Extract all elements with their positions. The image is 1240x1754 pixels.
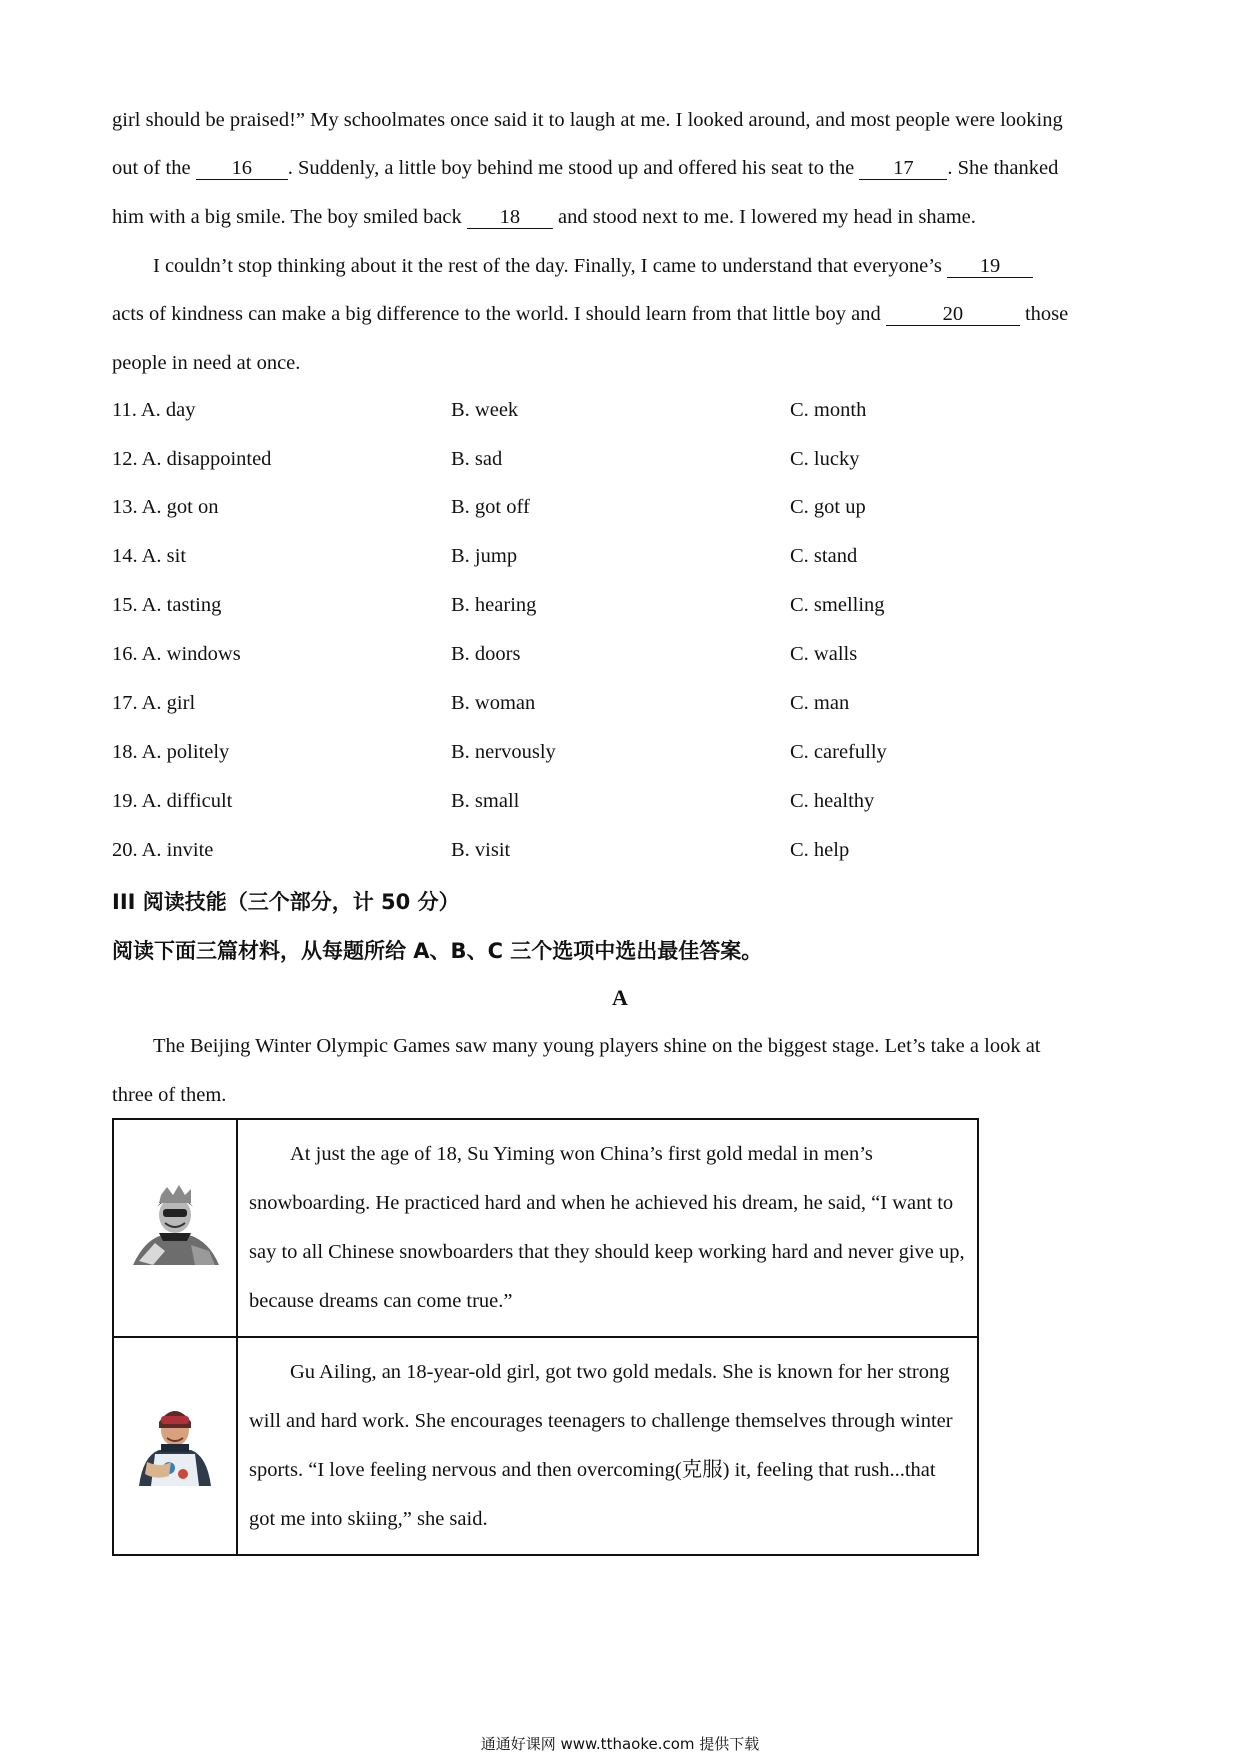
option-c: C. smelling (790, 594, 885, 616)
option-c: C. healthy (790, 790, 875, 812)
option-a: 17. A. girl (112, 692, 196, 714)
option-a: 13. A. got on (112, 496, 219, 518)
text-segment: acts of kindness can make a big difference to the world. I should learn from that little boy and (112, 303, 886, 325)
blank-20: 20 (886, 303, 1020, 326)
option-a: 20. A. invite (112, 839, 214, 861)
option-c: C. lucky (790, 448, 860, 470)
option-b: B. jump (451, 545, 518, 567)
part-label: A (612, 985, 628, 1010)
option-row-12 (112, 448, 1132, 474)
text-segment: . Suddenly, a little boy behind me stood up and offered his seat to the (287, 157, 860, 179)
athlete-row (113, 1119, 978, 1337)
option-a: 11. A. day (112, 399, 196, 421)
option-b: B. got off (451, 496, 530, 518)
option-c: C. got up (790, 496, 866, 518)
reading-intro-line-2: three of them. (112, 1084, 227, 1106)
athlete-description (237, 1337, 978, 1555)
option-c: C. month (790, 399, 867, 421)
option-b: B. doors (451, 643, 521, 665)
page-footer: 通通好课网 www.tthaoke.com 提供下载 (480, 1735, 760, 1753)
passage-line-3 (112, 205, 1132, 229)
text-segment: those (1019, 303, 1069, 325)
option-b: B. visit (451, 839, 511, 861)
option-a: 14. A. sit (112, 545, 187, 567)
passage-line-2 (112, 156, 1132, 180)
option-b: B. hearing (451, 594, 537, 616)
option-a: 19. A. difficult (112, 790, 233, 812)
athlete-table (112, 1118, 979, 1556)
option-b: B. sad (451, 448, 503, 470)
athlete-photo (125, 1181, 225, 1271)
option-a: 12. A. disappointed (112, 448, 272, 470)
athlete-photo-cell (113, 1119, 237, 1337)
option-row-13 (112, 496, 1132, 522)
option-row-15 (112, 594, 1132, 620)
option-row-16 (112, 643, 1132, 669)
athlete-photo-cell (113, 1337, 237, 1555)
text-segment: I couldn’t stop thinking about it the rest of the day. Finally, I came to understand that everyone’s (153, 255, 948, 277)
option-c: C. help (790, 839, 850, 861)
option-b: B. week (451, 399, 519, 421)
athlete-photo (125, 1396, 225, 1492)
blank-17: 17 (859, 157, 947, 180)
option-b: B. nervously (451, 741, 556, 763)
blank-16: 16 (196, 157, 288, 180)
option-row-19 (112, 790, 1132, 816)
passage-line-1: girl should be praised!” My schoolmates once said it to laugh at me. I looked around, and most people were looking (112, 109, 1063, 131)
passage-line-6: people in need at once. (112, 352, 301, 374)
option-c: C. carefully (790, 741, 887, 763)
text-segment: and stood next to me. I lowered my head in shame. (552, 206, 976, 228)
athlete-text: At just the age of 18, Su Yiming won China’s first gold medal in men’s snowboarding. He practiced hard and when he achieved his dream, he said, “I want to say to all Chinese snowboarders that they should keep working hard and never give up, because dreams can come true.” (249, 1143, 965, 1312)
option-c: C. stand (790, 545, 858, 567)
blank-18: 18 (467, 206, 553, 229)
option-a: 16. A. windows (112, 643, 241, 665)
passage-line-5 (112, 302, 1132, 326)
option-row-17 (112, 692, 1132, 718)
option-c: C. walls (790, 643, 858, 665)
athlete-row (113, 1337, 978, 1555)
passage-line-4 (153, 254, 1173, 278)
text-segment: out of the (112, 157, 196, 179)
reading-intro-line-1: The Beijing Winter Olympic Games saw many young players shine on the biggest stage. Let’s take a look at (153, 1035, 1041, 1057)
blank-19: 19 (947, 255, 1033, 278)
option-a: 15. A. tasting (112, 594, 222, 616)
option-b: B. small (451, 790, 520, 812)
athlete-description (237, 1119, 978, 1337)
option-a: 18. A. politely (112, 741, 230, 763)
option-row-18 (112, 741, 1132, 767)
option-c: C. man (790, 692, 850, 714)
section-title: III 阅读技能（三个部分，计 50 分） (112, 890, 460, 914)
option-row-20 (112, 839, 1132, 865)
option-b: B. woman (451, 692, 536, 714)
athlete-text: Gu Ailing, an 18-year-old girl, got two gold medals. She is known for her strong will and hard work. She encourages teenagers to challenge themselves through winter sports. “I love feeling nervous and then overcoming(克服) it, feeling that rush...that got me into skiing,” she said. (249, 1361, 953, 1530)
text-segment: . She thanked (947, 157, 1059, 179)
option-row-14 (112, 545, 1132, 571)
section-instruction: 阅读下面三篇材料，从每题所给 A、B、C 三个选项中选出最佳答案。 (112, 939, 763, 963)
text-segment: him with a big smile. The boy smiled back (112, 206, 467, 228)
option-row-11 (112, 399, 1132, 425)
